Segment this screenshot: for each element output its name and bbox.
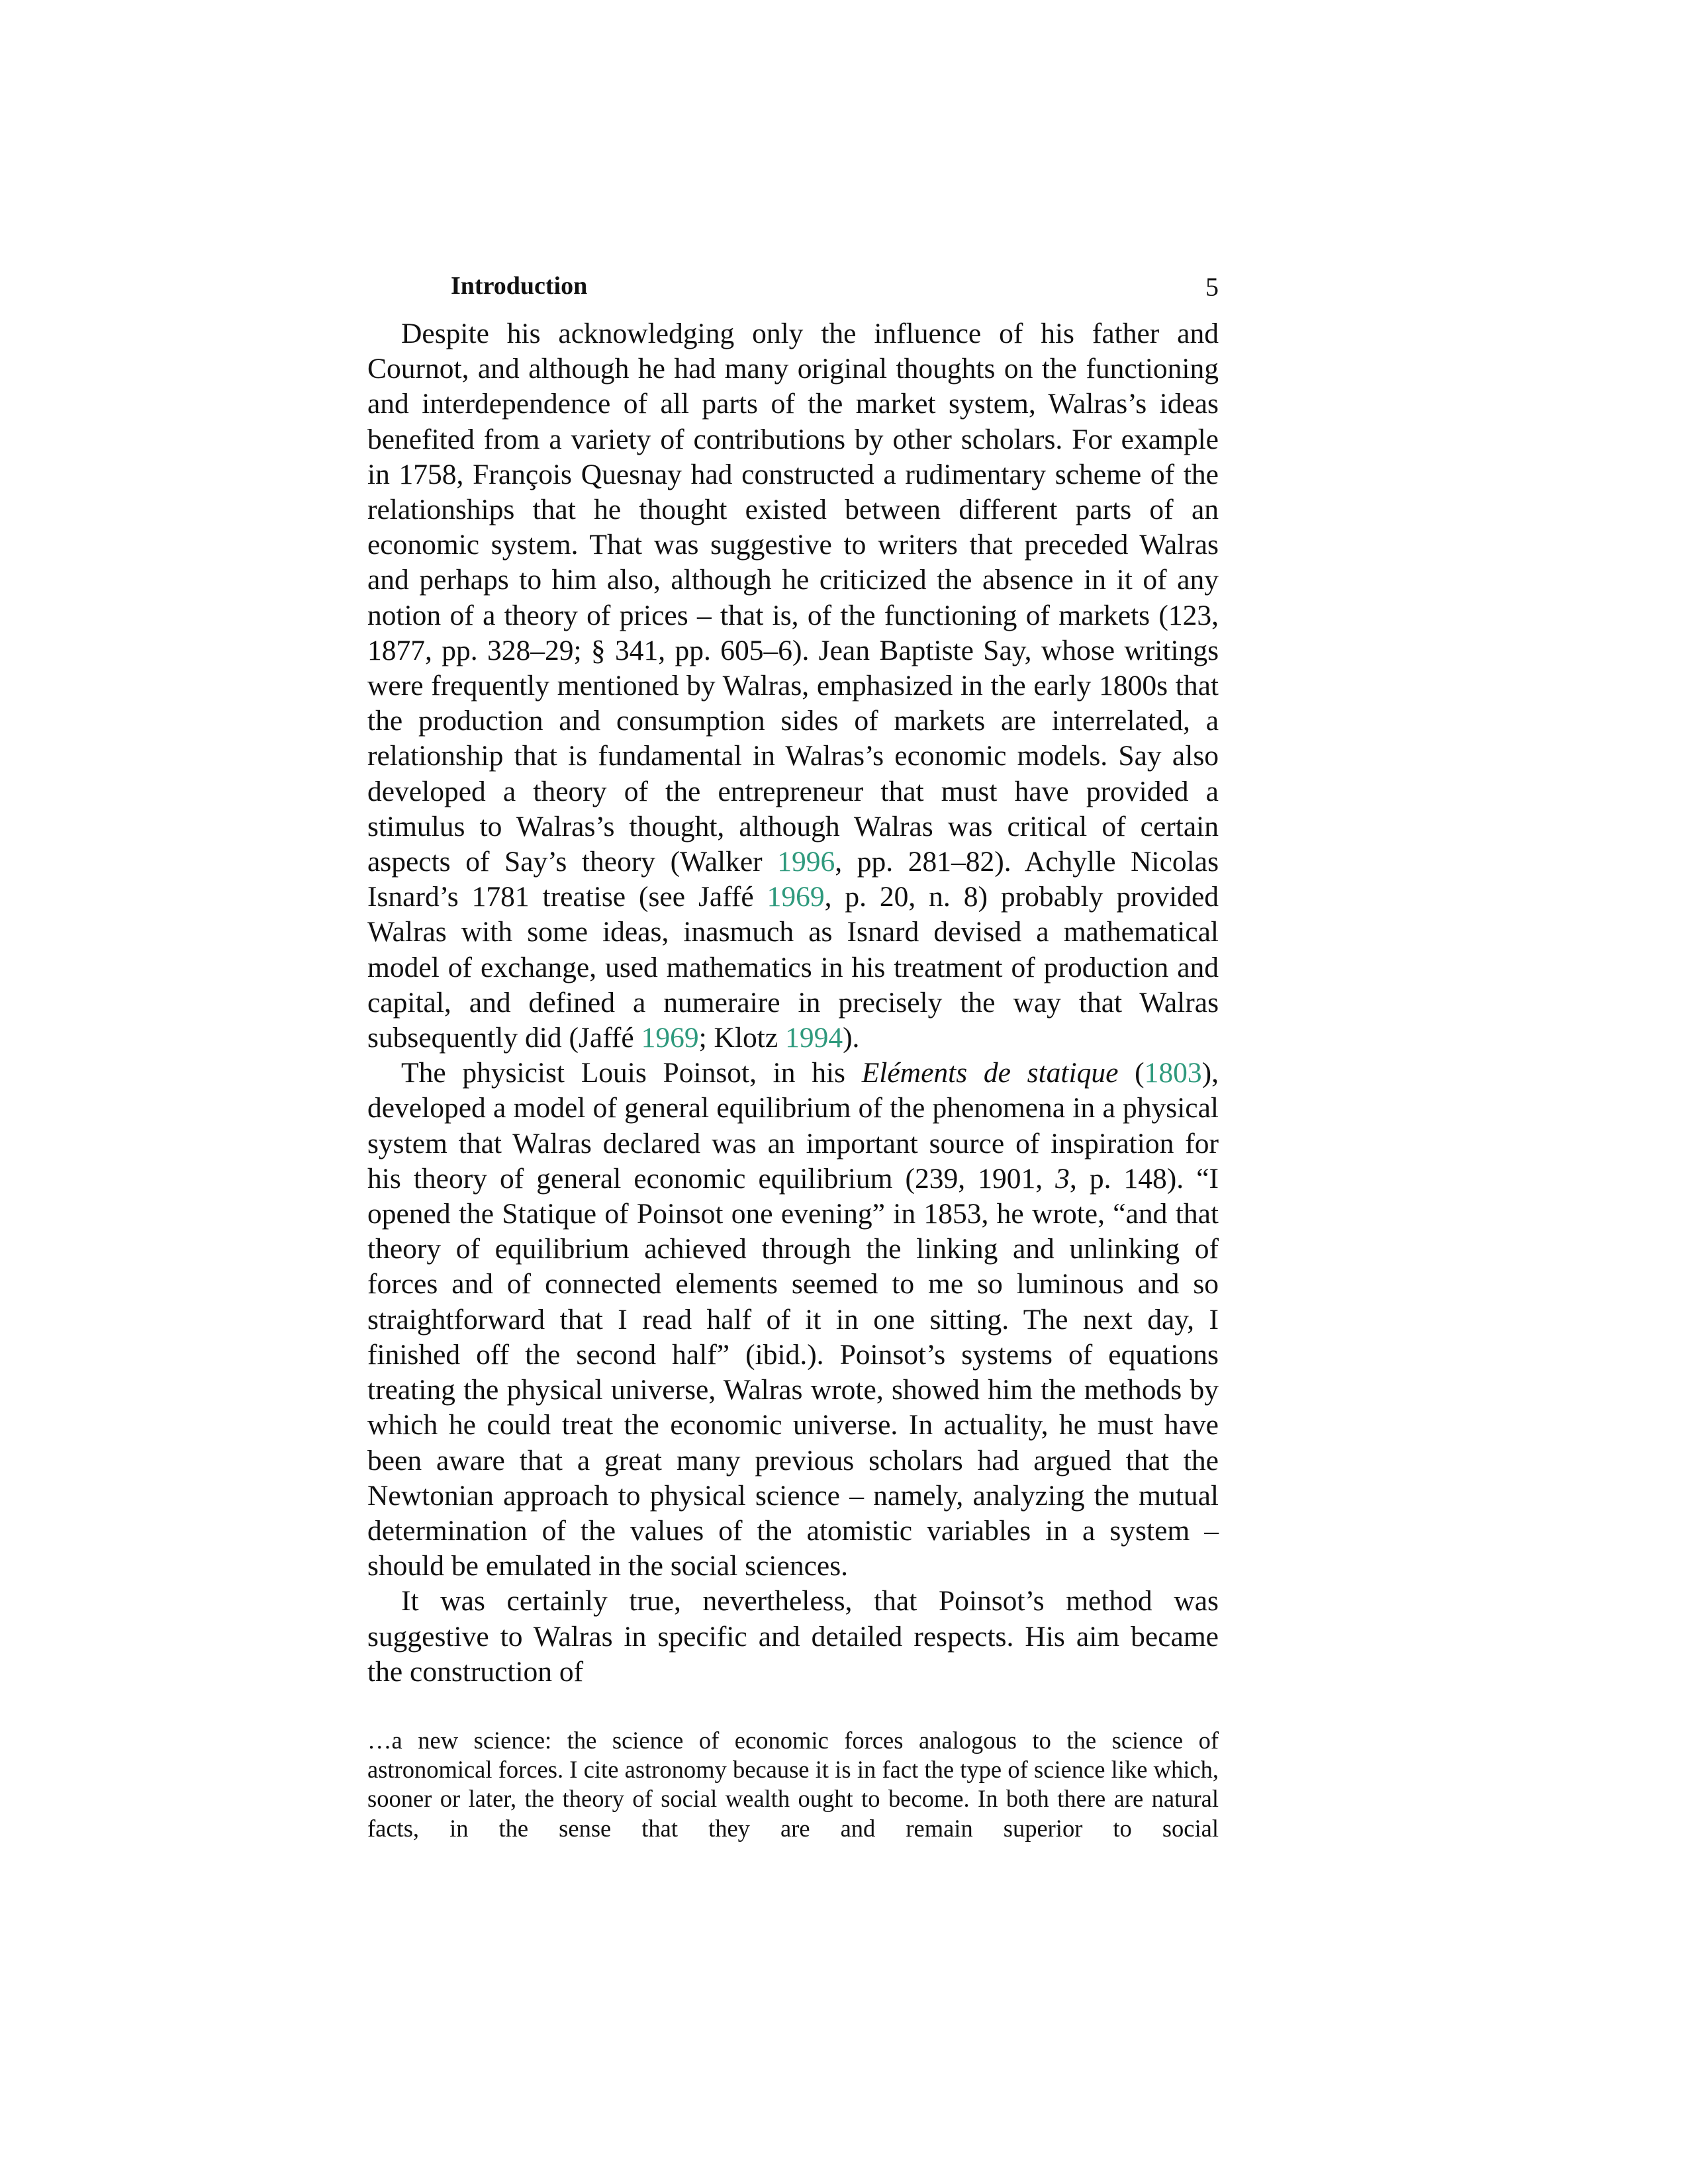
citation-link-1803[interactable]: 1803 — [1144, 1057, 1202, 1089]
volume-number-italic: 3 — [1055, 1162, 1070, 1195]
citation-link-walker-1996[interactable]: 1996 — [777, 846, 835, 878]
text-run: Despite his acknowledging only the influence of his father and Cournot, and although he had many original thoughts on the functioning and interdependence of all parts of the market system, Walras’s ideas benefited from a variety of contributions by other scholars. For example in 1758, François Quesnay had constructed a rudimentary scheme of the relationships that he thought existed between different parts of an economic system. That was suggestive to writers that preceded Walras and perhaps to him also, although he criticized the absence in it of any notion of a theory of prices – that is, of the functioning of markets (123, 1877, pp. 328–29; § 341, pp. 605–6). Jean Baptiste Say, whose writings were frequently mentioned by Walras, emphasized in the early 1800s that the production and consumption sides of markets are interrelated, a relationship that is fundamental in Walras’s economic models. Say also developed a theory of the entrepreneur that must have provided a stimulus to Walras’s thought, although Walras was critical of certain aspects of Say’s theory (Walker — [367, 318, 1219, 878]
block-quote: …a new science: the science of economic forces analogous to the science of astronomical forces. I cite astronomy because it is in fact the type of science like which, sooner or later, the theory of social wealth ought to become. In both there are natural facts, in the sense that they are and remain superior to social — [367, 1727, 1219, 1842]
citation-link-jaffe-1969-second[interactable]: 1969 — [641, 1022, 699, 1054]
chapter-title: Introduction — [451, 272, 588, 300]
citation-link-jaffe-1969[interactable]: 1969 — [767, 881, 825, 913]
text-run: ). — [843, 1022, 860, 1054]
text-run: , pp. 281–82). Achylle Nicolas Isnard’s 1781 treatise (see Jaffé — [367, 846, 1219, 913]
page-number: 5 — [1205, 272, 1219, 302]
text-run: ), developed a model of general equilibrium of the phenomena in a physical system that Walras declared was an important source of inspiration for his theory of general economic equilibrium (239, 1901, — [367, 1057, 1219, 1195]
body-text — [367, 316, 1219, 1690]
paragraph-3: It was certainly true, nevertheless, that Poinsot’s method was suggestive to Walras in specific and detailed respects. His aim became the construction of — [367, 1585, 1219, 1688]
text-run: ( — [1118, 1057, 1145, 1089]
paragraph-1 — [367, 316, 1219, 1056]
text-run: , p. 20, n. 8) probably provided Walras with some ideas, inasmuch as Isnard devised a mathematical model of exchange, used mathematics in his treatment of production and capital, and defined a numeraire in precisely the way that Walras subsequently did (Jaffé — [367, 881, 1219, 1054]
citation-link-klotz-1994[interactable]: 1994 — [785, 1022, 843, 1054]
text-run: The physicist Louis Poinsot, in his — [401, 1057, 862, 1089]
text-run: ; Klotz — [698, 1022, 786, 1054]
book-title-italic: Eléments de statique — [861, 1057, 1119, 1089]
paragraph-2 — [367, 1056, 1219, 1584]
text-run: , p. 148). “I opened the Statique of Poinsot one evening” in 1853, he wrote, “and that theory of equilibrium achieved through the linking and unlinking of forces and of connected elements seemed to me so luminous and so straightforward that I read half of it in one sitting. The next day, I finished off the second half” (ibid.). Poinsot’s systems of equations treating the physical universe, Walras wrote, showed him the methods by which he could treat the economic universe. In actuality, he must have been aware that a great many previous scholars had argued that the Newtonian approach to physical science – namely, analyzing the mutual determination of the values of the atomistic variables in a system – should be emulated in the social sciences. — [367, 1162, 1219, 1582]
running-head — [451, 271, 1219, 304]
